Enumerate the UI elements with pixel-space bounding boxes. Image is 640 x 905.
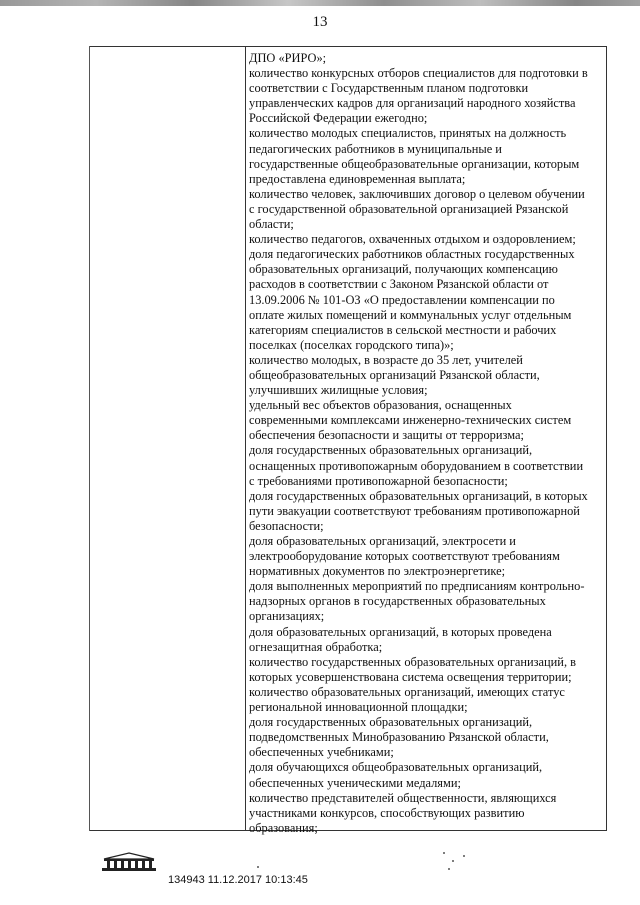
text-line: обеспечения безопасности и защиты от терроризма;	[249, 428, 524, 443]
text-line: оплате жилых помещений и коммунальных услуг отдельным	[249, 307, 572, 322]
text-line: расходов в соответствии с Законом Рязанской области от	[249, 277, 549, 292]
text-line: обеспеченных учебниками;	[249, 745, 394, 760]
government-building-logo-icon	[98, 852, 160, 872]
document-stamp	[168, 874, 308, 886]
text-line: доля педагогических работников областных государственных	[249, 247, 575, 262]
text-line: электрооборудование которых соответствуют требованиям	[249, 549, 560, 564]
page-number: 13	[312, 14, 328, 30]
text-line: доля государственных образовательных организаций,	[249, 443, 533, 458]
text-line: с государственной образовательной организацией Рязанской	[249, 201, 569, 216]
text-line: количество конкурсных отборов специалистов для подготовки в	[249, 66, 588, 81]
text-line: доля образовательных организаций, в которых проведена	[249, 624, 552, 639]
text-line: количество молодых специалистов, принятых на должность	[249, 126, 567, 141]
stamp-text: 134943 11.12.2017 10:13:45	[168, 874, 308, 886]
scan-speck	[257, 866, 259, 868]
text-line: доля государственных образовательных организаций,	[249, 715, 533, 730]
scan-speck	[443, 852, 445, 854]
text-line: количество представителей общественности, являющихся	[249, 790, 557, 805]
text-line: пути эвакуации соответствуют требованиям противопожарной	[249, 503, 580, 518]
text-line: доля обучающихся общеобразовательных организаций,	[249, 760, 543, 775]
text-line: нормативных документов по электроэнергетике;	[249, 564, 506, 579]
text-line: педагогических работников в муниципальные и	[249, 141, 502, 156]
text-line: количество молодых, в возрасте до 35 лет, учителей	[249, 352, 523, 367]
text-line: государственные общеобразовательные организации, которым	[249, 156, 580, 171]
text-line: безопасности;	[249, 518, 324, 533]
text-line: количество педагогов, охваченных отдыхом и оздоровлением;	[249, 232, 576, 247]
text-line: обеспеченных ученическими медалями;	[249, 775, 461, 790]
table-column-divider	[245, 46, 246, 831]
text-line: количество государственных образовательных организаций, в	[249, 654, 576, 669]
scan-edge-artifact	[0, 0, 640, 6]
text-line: удельный вес объектов образования, оснащенных	[249, 398, 512, 413]
text-line: улучшивших жилищные условия;	[249, 383, 428, 398]
text-line: количество человек, заключивших договор о целевом обучении	[249, 186, 585, 201]
text-line: образовательных организаций, получающих компенсацию	[249, 262, 558, 277]
text-line: 13.09.2006 № 101-ОЗ «О предоставлении компенсации по	[249, 292, 555, 307]
text-line: огнезащитная обработка;	[249, 639, 383, 654]
text-line: надзорных органов в государственных образовательных	[249, 594, 546, 609]
text-line: участниками конкурсов, способствующих развитию	[249, 805, 525, 820]
text-line: количество образовательных организаций, имеющих статус	[249, 684, 565, 699]
table-left-border	[89, 46, 90, 831]
text-line: региональной инновационной площадки;	[249, 700, 468, 715]
text-line: Российской Федерации ежегодно;	[249, 111, 428, 126]
text-line: доля выполненных мероприятий по предписаниям контрольно-	[249, 579, 585, 594]
text-line: современными комплексами инженерно-технических систем	[249, 413, 572, 428]
text-line: доля образовательных организаций, электросети и	[249, 534, 516, 548]
scan-speck	[452, 860, 454, 862]
text-line: категориям специалистов в сельской местности и рабочих	[249, 322, 557, 337]
text-line: области;	[249, 217, 294, 232]
text-line: поселках (поселках городского типа)»;	[249, 337, 454, 352]
text-line: с требованиями противопожарной безопасности;	[249, 473, 508, 488]
text-line: доля государственных образовательных организаций, в которых	[249, 488, 588, 503]
text-line: которых усовершенствована система освещения территории;	[249, 669, 572, 684]
text-line: организациях;	[249, 609, 325, 624]
text-line: предоставлена единовременная выплата;	[249, 171, 466, 186]
table-right-cell	[249, 51, 605, 836]
text-line: соответствии с Государственным планом подготовки	[249, 81, 529, 96]
text-line: подведомственных Минобразованию Рязанской области,	[249, 730, 549, 745]
text-line: оснащенных противопожарным оборудованием в соответствии	[249, 458, 584, 473]
scan-speck	[448, 868, 450, 870]
text-line: ДПО «РИРО»;	[249, 51, 327, 65]
text-line: общеобразовательных организаций Рязанской области,	[249, 367, 540, 382]
text-line: управленческих кадров для организаций народного хозяйства	[249, 96, 576, 111]
scan-speck	[463, 855, 465, 857]
text-line: образования;	[249, 820, 318, 835]
